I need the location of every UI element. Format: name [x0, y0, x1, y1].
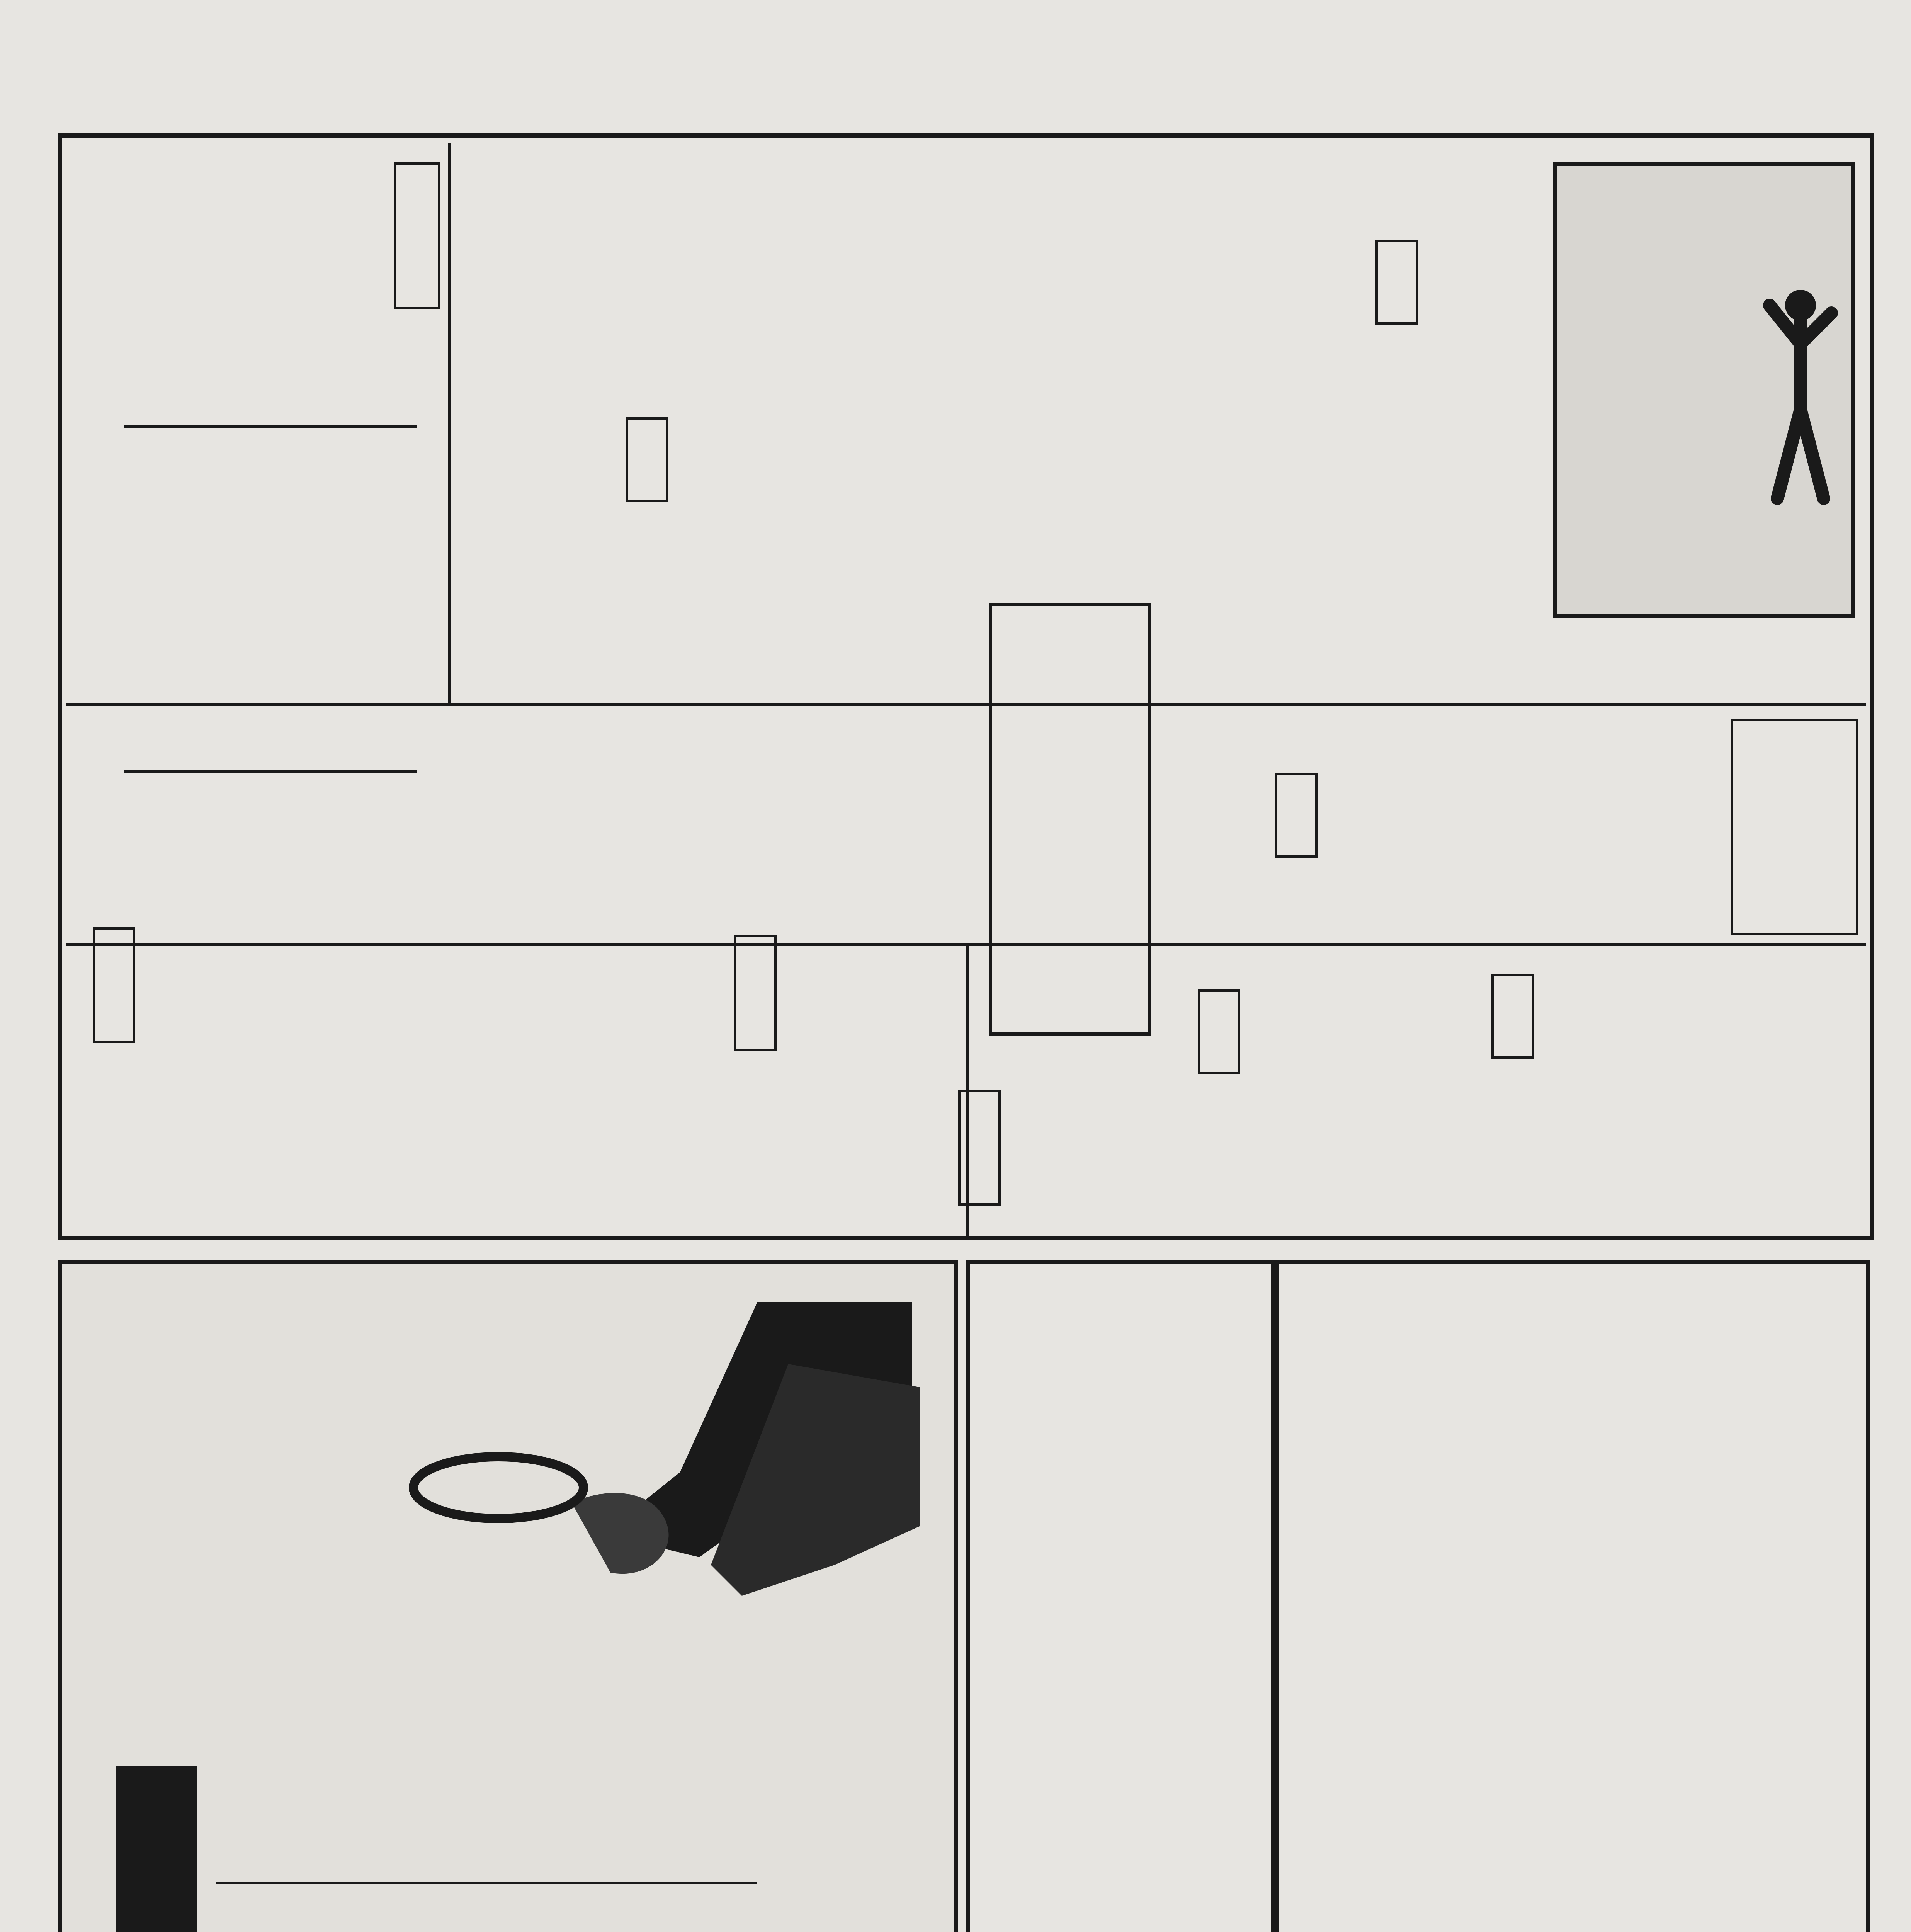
section-jiaoyu — [626, 417, 668, 502]
athlete-figure-icon — [1758, 282, 1843, 514]
section-gear — [394, 162, 440, 309]
section-di-san-dian — [958, 1090, 1001, 1206]
football-report-box — [124, 425, 417, 773]
column-rule-3 — [448, 143, 451, 703]
section-yinci — [1275, 773, 1318, 858]
minzhong-title-box — [989, 603, 1151, 1036]
column-rule-4 — [966, 943, 969, 1236]
medicine-ad — [58, 1260, 958, 1932]
masthead — [62, 71, 1870, 133]
japan-review-real — [962, 1260, 1275, 1932]
section-zuihou — [1491, 974, 1534, 1059]
hands-illustration-icon — [332, 1287, 935, 1634]
section-di-yi-dian — [734, 935, 777, 1051]
education-sports-banner — [1553, 162, 1855, 618]
section-heping — [1198, 989, 1240, 1074]
column-rule-1 — [66, 703, 1866, 706]
notice-box — [1731, 719, 1858, 935]
section-zongli — [1375, 240, 1418, 325]
medicine-swoosh-icon — [70, 1766, 950, 1932]
funeral-home-ad — [1275, 1260, 1870, 1932]
